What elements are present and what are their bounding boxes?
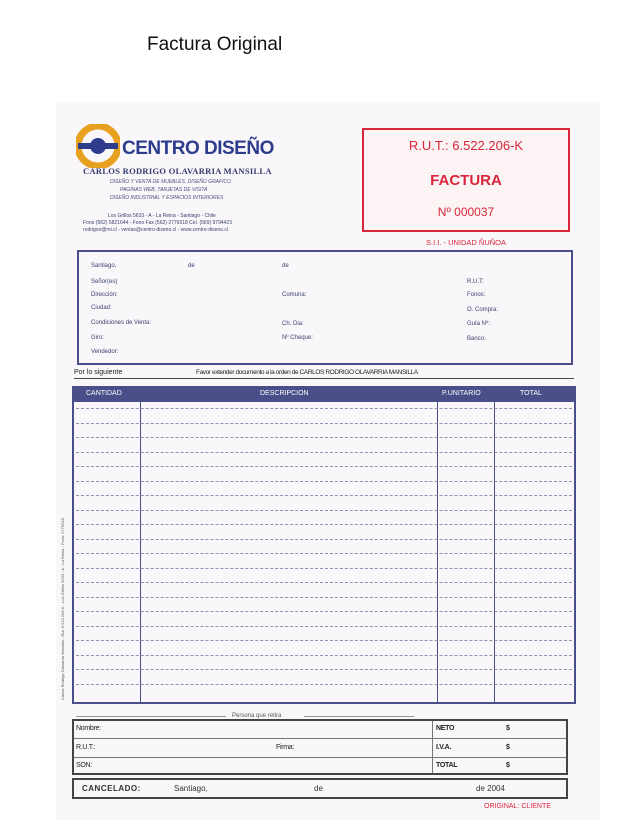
service-line: DISEÑO Y VENTA DE MUEBLES, DISEÑO GRAFICO [110, 179, 231, 185]
field-o-compra: O. Compra: [467, 307, 499, 313]
items-table [72, 386, 576, 704]
table-row [76, 669, 572, 670]
original-cliente: ORIGINAL: CLIENTE [484, 803, 551, 810]
owner-name: CARLOS RODRIGO OLAVARRIA MANSILLA [83, 166, 272, 176]
divider [74, 378, 574, 379]
service-line: PAGINAS WEB, TARJETAS DE VISITA [120, 187, 208, 193]
cancel-de: de [314, 784, 323, 793]
invoice-number-box [362, 128, 570, 232]
persona-que-retira: Persona que retira [232, 713, 282, 719]
table-row [76, 437, 572, 438]
field-de: de [188, 263, 195, 269]
invoice-rut: R.U.T.: 6.522.206-K [408, 138, 524, 153]
favor-extender: Favor extender documento a la orden de CARLOS RODRIGO OLAVARRIA MANSILLA [196, 369, 418, 376]
table-row [76, 539, 572, 540]
service-line: DISEÑO INDUSTRIAL Y ESPACIOS INTERIORES [110, 195, 224, 201]
table-row [76, 568, 572, 569]
table-row [76, 408, 572, 409]
brand-name: CENTRO DISEÑO [122, 138, 274, 159]
table-row [76, 452, 572, 453]
table-row [76, 553, 572, 554]
col-punitario: P.UNITARIO [442, 390, 481, 397]
neto-label: NETO [436, 725, 455, 732]
field-ciudad: Ciudad: [91, 305, 112, 311]
rut-label: R.U.T.: [76, 744, 96, 751]
address-line: Los Grillos 5633 - A - La Reina - Santiago - Chile [108, 213, 216, 219]
por-lo-siguiente: Por lo siguiente [74, 369, 123, 376]
row-divider [74, 757, 566, 758]
centro-diseno-logo-icon [76, 124, 120, 168]
table-row [76, 466, 572, 467]
table-row [76, 640, 572, 641]
field-cheque: Nº Cheque: [282, 335, 313, 341]
table-row [76, 510, 572, 511]
col-cantidad: CANTIDAD [86, 390, 122, 397]
divider [304, 716, 414, 717]
table-row [76, 626, 572, 627]
client-info-box [77, 250, 573, 365]
column-divider [432, 721, 433, 773]
field-de: de [282, 263, 289, 269]
table-row [76, 684, 572, 685]
field-giro: Giro: [91, 335, 105, 341]
email-line: rodrigoo@mi.cl - ventas@centro-diseno.cl - www.centro-diseno.cl [83, 227, 228, 233]
field-direccion: Dirección: [91, 292, 118, 298]
field-guia: Guía Nº: [467, 321, 490, 327]
total-label: TOTAL [436, 762, 458, 769]
col-total: TOTAL [520, 390, 542, 397]
phone-line: Fono (562) 5821644 - Fono Fax (562) 2776518 Cel. (569) 9794423 [83, 220, 232, 226]
footer-box [72, 719, 568, 775]
iva-label: I.V.A. [436, 744, 452, 751]
table-row [76, 582, 572, 583]
currency-sign: $ [506, 762, 510, 769]
field-condiciones: Condiciones de Venta: [91, 320, 152, 326]
side-imprint: Carlos Rodrigo Olavarria Mansilla - Rut: 6.522.206-K - Los Grillos 5633 - A - La Reina - Fono: 2776518 [60, 518, 65, 700]
table-row [76, 611, 572, 612]
field-banco: Banco: [467, 336, 486, 342]
cancel-santiago: Santiago, [174, 784, 208, 793]
currency-sign: $ [506, 725, 510, 732]
divider [76, 716, 226, 717]
table-row [76, 495, 572, 496]
field-vendedor: Vendedor: [91, 349, 119, 355]
field-fonos: Fonos: [467, 292, 486, 298]
table-row [76, 524, 572, 525]
currency-sign: $ [506, 744, 510, 751]
table-row [76, 655, 572, 656]
nombre-label: Nombre: [76, 725, 101, 732]
cancelado-box [72, 778, 568, 799]
col-descripcion: DESCRIPCION [260, 390, 309, 397]
cancelado-label: CANCELADO: [82, 784, 141, 793]
cancel-year: de 2004 [476, 784, 505, 793]
field-santiago: Santiago, [91, 263, 117, 269]
page-title: Factura Original [147, 34, 283, 55]
firma-label: Firma: [276, 744, 295, 751]
table-row [76, 597, 572, 598]
son-label: SON: [76, 762, 92, 769]
field-comuna: Comuna: [282, 292, 307, 298]
table-row [76, 423, 572, 424]
field-senores: Señor(es) [91, 279, 118, 285]
row-divider [74, 738, 566, 739]
table-row [76, 481, 572, 482]
field-rut: R.U.T: [467, 279, 484, 285]
invoice-title: FACTURA [430, 172, 502, 189]
sii-unit: S.I.I. - UNIDAD ÑUÑOA [425, 238, 506, 247]
field-ch-dia: Ch. Dia: [282, 321, 304, 327]
invoice-number: Nº 000037 [437, 205, 495, 219]
table-header [74, 388, 574, 402]
